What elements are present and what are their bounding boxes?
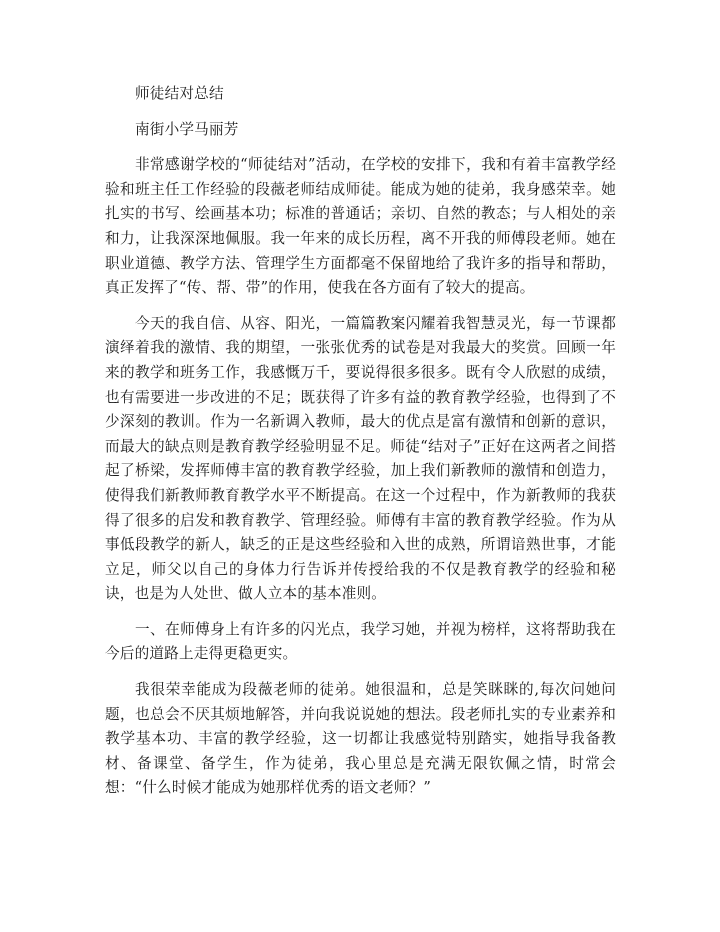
document-body (105, 82, 616, 801)
paragraph-4: 我很荣幸能成为段薇老师的徒弟。她很温和，总是笑眯眯的,每次问她问题，也总会不厌其烦地解答，并向我说说她的想法。段老师扎实的专业素养和教学基本功、丰富的教学经验，这一切都让我感觉特别踏实，她指导我备教材、备课堂、备学生，作为徒弟，我心里总是充满无限钦佩之情，时常会想：“什么时候才能成为她那样优秀的语文老师？” (105, 681, 616, 797)
paragraph-3: 一、在师傅身上有许多的闪光点，我学习她，并视为榜样，这将帮助我在今后的道路上走得更稳更实。 (105, 620, 616, 663)
document-title: 师徒结对总结 (135, 85, 224, 102)
document-author: 南街小学马丽芳 (135, 120, 239, 138)
paragraph-2: 今天的我自信、从容、阳光，一篇篇教案闪耀着我智慧灵光，每一节课都演绎着我的激情、我的期望，一张张优秀的试卷是对我最大的奖赏。回顾一年来的教学和班务工作，我感慨万千，要说得很多很多。既有令人欣慰的成绩，也有需要进一步改进的不足；既获得了许多有益的教育教学经验，也得到了不少深刻的教训。作为一名新调入教师，最大的优点是富有激情和创新的意识，而最大的缺点则是教育教学经验明显不足。师徒“结对子”正好在这两者之间搭起了桥梁，发挥师傅丰富的教育教学经验，加上我们新教师的激情和创造力，使得我们新教师教育教学水平不断提高。在这一个过程中，作为新教师的我获得了很多的启发和教育教学、管理经验。师傅有丰富的教育教学经验。作为从事低段教学的新人，缺乏的正是这些经验和入世的成熟，所谓谙熟世事，才能立足，师父以自己的身体力行告诉并传授给我的不仅是教育教学的经验和秘诀，也是为人处世、做人立本的基本准则。 (105, 314, 616, 603)
paragraph-1: 非常感谢学校的“师徒结对”活动，在学校的安排下，我和有着丰富教学经验和班主任工作经验的段薇老师结成师徒。能成为她的徒弟，我身感荣幸。她扎实的书写、绘画基本功；标准的普通话；亲切、自然的教态；与人相处的亲和力，让我深深地佩服。我一年来的成长历程，离不开我的师傅段老师。她在职业道德、教学方法、管理学生方面都毫不保留地给了我许多的指导和帮助，真正发挥了“传、帮、带”的作用，使我在各方面有了较大的提高。 (105, 156, 616, 297)
